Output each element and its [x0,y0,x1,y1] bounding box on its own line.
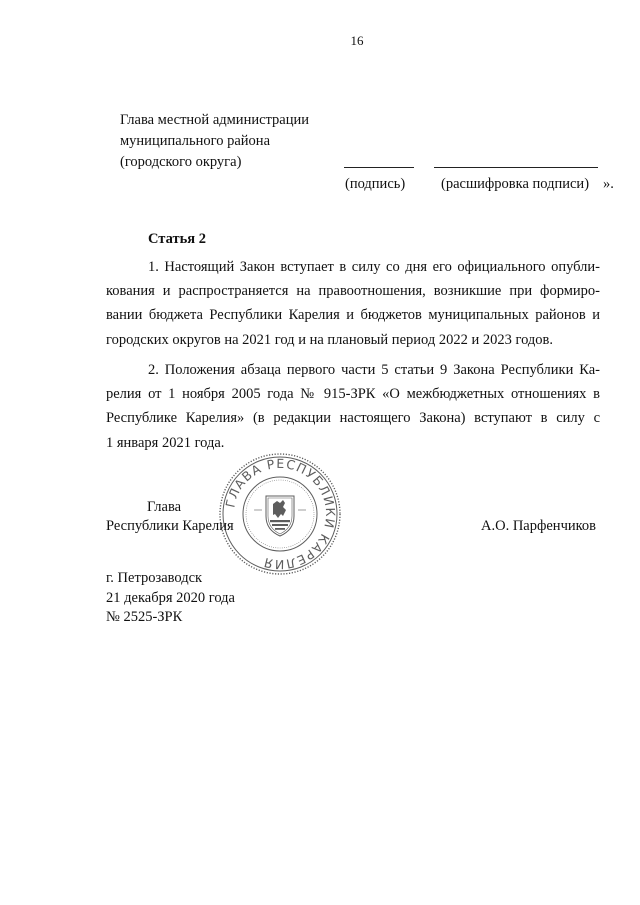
paragraph-line: 1 января 2021 года. [106,434,225,451]
signature-line [344,167,414,168]
city: г. Петрозаводск [106,570,203,586]
signatory-name: А.О. Парфенчиков [481,518,597,534]
signature-caption: (подпись) [345,176,406,192]
signature-decoding-line [434,167,598,168]
paragraph-line: 2. Положения абзаца первого части 5 статьи 9 Закона Республики Ка- [148,362,600,378]
article-paragraph-2 [106,358,600,455]
article-paragraph-1 [106,255,600,352]
signatory-title: Глава [147,499,182,515]
paragraph-line: городских округов на 2021 год и на плановый период 2022 и 2023 годов. [106,331,554,348]
place-date-block [106,569,235,628]
paragraph-line: Республике Карелия» (в редакции настоящего Закона) вступают в силу с [106,410,600,427]
article-title: Статья 2 [148,231,206,247]
paragraph-line: кования и распространяется на правоотношения, возникшие при формиро- [106,283,600,300]
official-seal-stamp [218,452,342,576]
paragraph-line: 1. Настоящий Закон вступает в силу со дня его официального опубли- [148,259,600,275]
page-number: 16 [350,33,364,48]
admin-line-3: (городского округа) [120,154,242,170]
administration-signature-block [120,110,309,173]
signature-decoding-caption: (расшифровка подписи) [441,176,590,192]
paragraph-line: вании бюджета Республики Карелия и бюджетов муниципальных районов и [106,307,600,324]
law-number: № 2525-ЗРК [106,609,183,625]
admin-line-2: муниципального района [120,133,270,149]
signatory-organization: Республики Карелия [106,518,234,534]
closing-quote: ». [603,176,614,192]
date: 21 декабря 2020 года [106,589,235,606]
admin-line-1: Глава местной администрации [120,112,310,128]
paragraph-line: релия от 1 ноября 2005 года № 915-ЗРК «О межбюджетных отношениях в [106,386,600,403]
svg-text:ГЛАВА РЕСПУБЛИКИ КАРЕЛИЯ: ГЛАВА РЕСПУБЛИКИ КАРЕЛИЯ [222,455,339,573]
